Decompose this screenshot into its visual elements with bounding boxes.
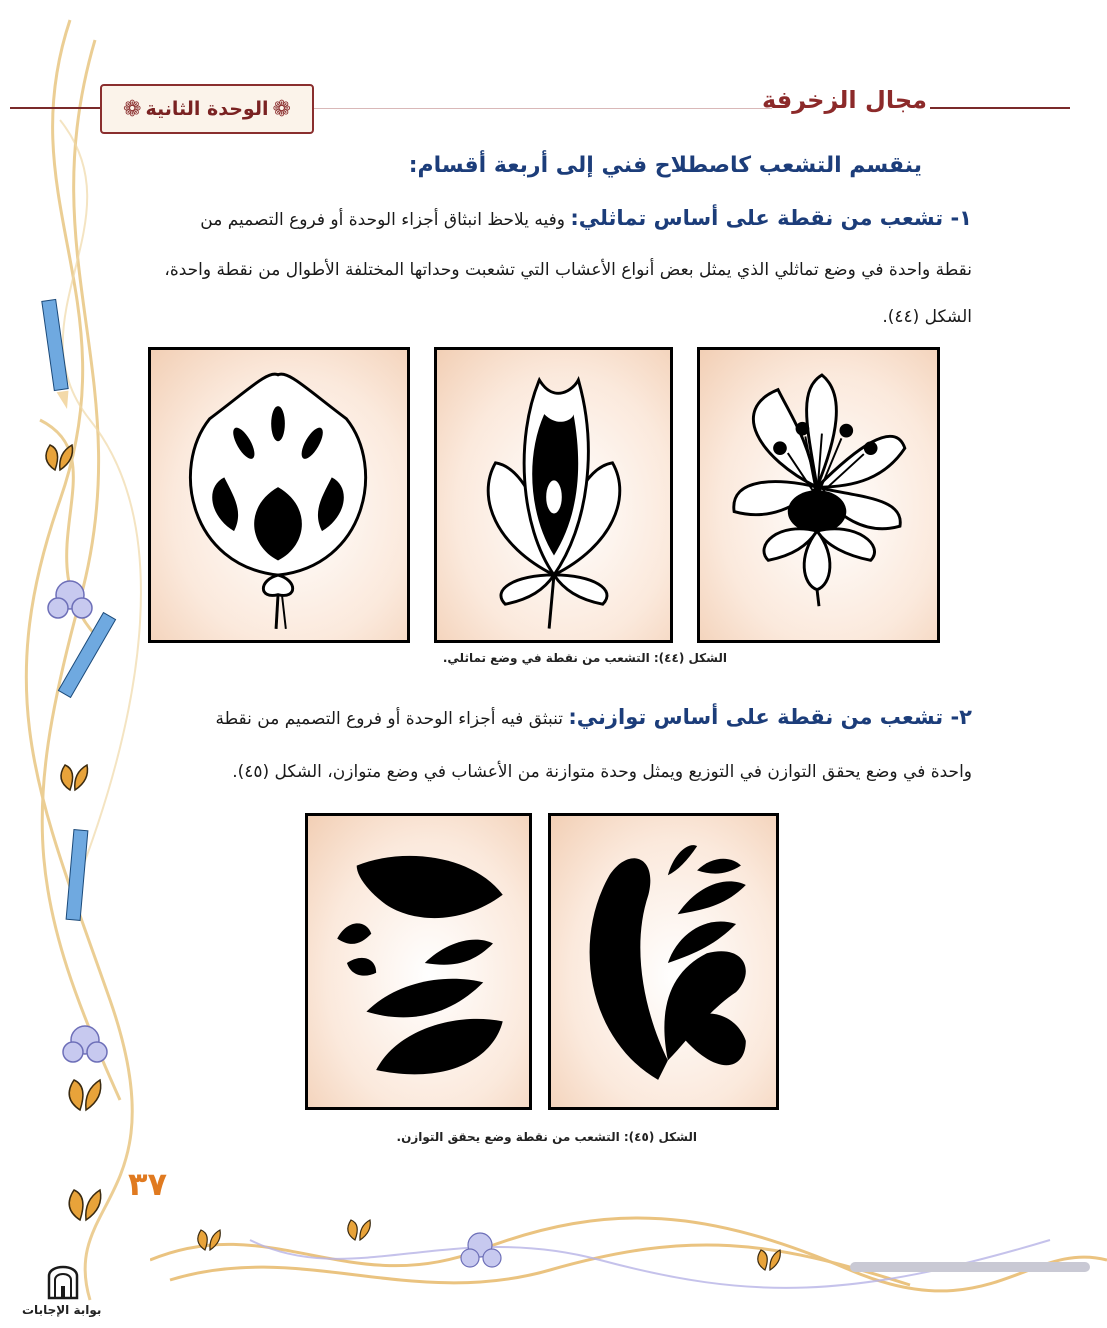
item2-line1 (215, 705, 972, 729)
figure44-middle (434, 347, 673, 643)
section-title: مجال الزخرفة (761, 86, 927, 114)
item2-line1-text: تنبثق فيه أجزاء الوحدة أو فروع التصميم من نقطة (215, 709, 569, 729)
figure44-right (697, 347, 940, 643)
tulip-icon (437, 350, 670, 640)
unit-badge (100, 84, 314, 134)
header-line-mid (312, 108, 772, 109)
item1-line3: الشكل (٤٤). (882, 307, 972, 327)
palmette-icon (151, 350, 407, 640)
page-number: ٣٧ (128, 1165, 168, 1203)
header-line-left (10, 107, 105, 109)
mosque-logo-icon (45, 1258, 81, 1300)
figure45-caption: الشكل (٤٥): التشعب من نقطة وضع يحقق التوازن. (396, 1130, 697, 1144)
figure44-caption: الشكل (٤٤): التشعب من نقطة في وضع تماثلي. (442, 651, 727, 665)
item2-line2: واحدة في وضع يحقق التوازن في التوزيع ويمثل وحدة متوازنة من الأعشاب في وضع متوازن، الشكل (٤٥). (232, 762, 972, 782)
item2-title: ٢- تشعب من نقطة على أساس توازني: (568, 705, 972, 729)
item1-line2: نقطة واحدة في وضع تماثلي الذي يمثل بعض أنواع الأعشاب التي تشعبت وحداتها المختلفة الأطوال من نقطة واحدة، (164, 260, 972, 280)
header-line-right (930, 107, 1070, 109)
item1-title: ١- تشعب من نقطة على أساس تماثلي: (570, 206, 972, 230)
footer-logo-text: بوابة الإجابات (22, 1303, 102, 1317)
figure45-right (548, 813, 779, 1110)
flower-icon (700, 350, 937, 640)
pencil-icon (42, 299, 71, 410)
left-floral-decoration (0, 0, 230, 1328)
ornament-icon: ❁ (272, 96, 291, 122)
balanced-leaf-icon (308, 816, 529, 1107)
figure44-left (148, 347, 410, 643)
page-heading: ينقسم التشعب كاصطلاح فني إلى أربعة أقسام: (408, 153, 922, 178)
bottom-floral-decoration (150, 1200, 1107, 1310)
figure45-left (305, 813, 532, 1110)
leaf-branch-icon (551, 816, 776, 1107)
item1-line1 (200, 206, 972, 230)
item1-line1-text: وفيه يلاحظ انبثاق أجزاء الوحدة أو فروع التصميم من (200, 210, 571, 230)
ornament-icon: ❁ (123, 96, 142, 122)
unit-title: الوحدة الثانية (145, 98, 269, 120)
